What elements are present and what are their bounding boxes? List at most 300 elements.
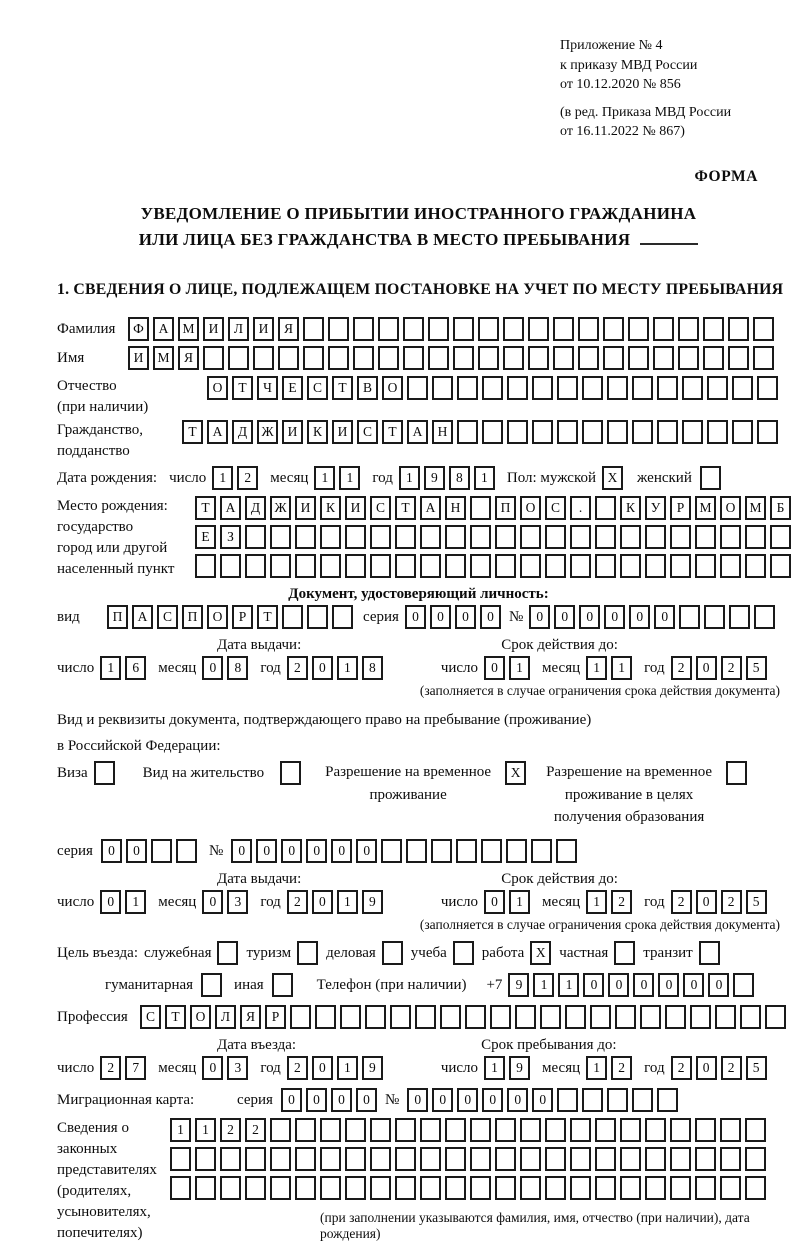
form-cell-empty[interactable] [653,317,674,341]
form-cell-filled[interactable]: М [695,496,716,520]
form-cell-empty[interactable] [253,346,274,370]
form-cell-empty[interactable] [465,1005,486,1029]
form-cell-empty[interactable] [770,554,791,578]
form-cell-filled[interactable]: 0 [306,1088,327,1112]
form-cell-empty[interactable] [657,420,678,444]
form-cell-empty[interactable] [732,376,753,400]
form-cell-empty[interactable] [695,525,716,549]
form-cell-empty[interactable] [495,554,516,578]
form-cell-empty[interactable] [679,605,700,629]
form-cell-filled[interactable]: 0 [281,839,302,863]
form-cell-empty[interactable] [453,317,474,341]
form-cell-filled[interactable]: Д [232,420,253,444]
form-cell-filled[interactable]: 0 [356,839,377,863]
form-cell-filled[interactable]: 0 [532,1088,553,1112]
form-cell-empty[interactable] [565,1005,586,1029]
form-cell-empty[interactable] [615,1005,636,1029]
form-cell-empty[interactable] [620,1147,641,1171]
form-cell-filled[interactable]: А [407,420,428,444]
form-cell-empty[interactable] [403,317,424,341]
form-cell-empty[interactable] [745,1147,766,1171]
form-cell-filled[interactable]: Я [278,317,299,341]
form-cell-filled[interactable]: 1 [509,890,530,914]
form-cell-empty[interactable] [607,420,628,444]
form-cell-empty[interactable] [707,376,728,400]
form-cell-filled[interactable]: 0 [629,605,650,629]
form-cell-empty[interactable] [595,1176,616,1200]
form-cell-empty[interactable] [353,346,374,370]
form-cell-filled[interactable]: П [107,605,128,629]
form-cell-filled[interactable]: 1 [337,1056,358,1080]
form-cell-filled[interactable]: 0 [654,605,675,629]
form-cell-filled[interactable]: 5 [746,656,767,680]
form-cell-filled[interactable]: 0 [579,605,600,629]
form-cell-empty[interactable] [270,1147,291,1171]
form-cell-empty[interactable] [295,1118,316,1142]
form-cell-filled[interactable]: 1 [212,466,233,490]
form-cell-empty[interactable] [703,346,724,370]
form-cell-filled[interactable]: 0 [554,605,575,629]
form-cell-empty[interactable] [620,1118,641,1142]
form-cell-empty[interactable] [290,1005,311,1029]
form-cell-empty[interactable] [520,525,541,549]
form-cell-filled[interactable]: 1 [339,466,360,490]
form-cell-empty[interactable] [457,376,478,400]
form-cell-filled[interactable]: 2 [237,466,258,490]
form-cell-empty[interactable] [457,420,478,444]
form-cell-empty[interactable] [595,525,616,549]
form-cell-empty[interactable] [700,466,721,490]
form-cell-filled[interactable]: 2 [721,1056,742,1080]
form-cell-empty[interactable] [645,554,666,578]
form-cell-empty[interactable] [557,420,578,444]
form-cell-empty[interactable] [495,1176,516,1200]
form-cell-filled[interactable]: 0 [432,1088,453,1112]
form-cell-filled[interactable]: 2 [721,656,742,680]
form-cell-filled[interactable]: 5 [746,890,767,914]
form-cell-filled[interactable]: О [520,496,541,520]
form-cell-empty[interactable] [395,1118,416,1142]
form-cell-filled[interactable]: 9 [424,466,445,490]
form-cell-empty[interactable] [420,1147,441,1171]
form-cell-filled[interactable]: Ж [270,496,291,520]
form-cell-empty[interactable] [703,317,724,341]
form-cell-empty[interactable] [270,1176,291,1200]
form-cell-empty[interactable] [332,605,353,629]
form-cell-empty[interactable] [556,839,577,863]
form-cell-empty[interactable] [378,346,399,370]
form-cell-filled[interactable]: И [332,420,353,444]
form-cell-filled[interactable]: 0 [696,1056,717,1080]
form-cell-empty[interactable] [670,1176,691,1200]
form-cell-empty[interactable] [340,1005,361,1029]
form-cell-filled[interactable]: 9 [508,973,529,997]
form-cell-filled[interactable]: 0 [482,1088,503,1112]
form-cell-empty[interactable] [482,420,503,444]
form-cell-empty[interactable] [532,376,553,400]
form-cell-filled[interactable]: Р [670,496,691,520]
form-cell-filled[interactable]: Т [195,496,216,520]
form-cell-filled[interactable]: М [178,317,199,341]
form-cell-empty[interactable] [245,554,266,578]
form-cell-filled[interactable]: Л [228,317,249,341]
form-cell-filled[interactable]: 0 [101,839,122,863]
form-cell-empty[interactable] [272,973,293,997]
form-cell-filled[interactable]: 2 [671,890,692,914]
form-cell-empty[interactable] [720,525,741,549]
form-cell-empty[interactable] [245,1176,266,1200]
form-cell-filled[interactable]: 0 [430,605,451,629]
form-cell-empty[interactable] [745,525,766,549]
form-cell-filled[interactable]: 2 [245,1118,266,1142]
form-cell-empty[interactable] [728,317,749,341]
form-cell-empty[interactable] [481,839,502,863]
form-cell-filled[interactable]: 0 [231,839,252,863]
form-cell-empty[interactable] [515,1005,536,1029]
form-cell-empty[interactable] [720,1176,741,1200]
form-cell-filled[interactable]: И [203,317,224,341]
form-cell-empty[interactable] [420,1176,441,1200]
form-cell-filled[interactable]: 0 [583,973,604,997]
form-cell-filled[interactable]: И [253,317,274,341]
form-cell-empty[interactable] [765,1005,786,1029]
form-cell-empty[interactable] [503,346,524,370]
form-cell-filled[interactable]: 1 [399,466,420,490]
form-cell-empty[interactable] [170,1147,191,1171]
form-cell-empty[interactable] [440,1005,461,1029]
form-cell-filled[interactable]: 2 [100,1056,121,1080]
form-cell-empty[interactable] [570,1147,591,1171]
form-cell-empty[interactable] [495,1118,516,1142]
form-cell-empty[interactable] [470,525,491,549]
form-cell-filled[interactable]: 8 [362,656,383,680]
form-cell-empty[interactable] [470,1147,491,1171]
form-cell-empty[interactable] [507,420,528,444]
form-cell-empty[interactable] [428,346,449,370]
form-cell-filled[interactable]: С [370,496,391,520]
form-cell-filled[interactable]: 2 [287,656,308,680]
form-cell-empty[interactable] [531,839,552,863]
form-cell-filled[interactable]: К [320,496,341,520]
form-cell-empty[interactable] [753,317,774,341]
form-cell-filled[interactable]: М [153,346,174,370]
form-cell-filled[interactable]: 1 [170,1118,191,1142]
form-cell-empty[interactable] [94,761,115,785]
form-cell-empty[interactable] [407,376,428,400]
form-cell-filled[interactable]: О [382,376,403,400]
form-cell-empty[interactable] [745,1176,766,1200]
form-cell-filled[interactable]: Т [257,605,278,629]
form-cell-empty[interactable] [470,1176,491,1200]
form-cell-empty[interactable] [603,346,624,370]
form-cell-empty[interactable] [370,1118,391,1142]
form-cell-filled[interactable]: 0 [126,839,147,863]
form-cell-filled[interactable]: 1 [195,1118,216,1142]
form-cell-empty[interactable] [632,1088,653,1112]
form-cell-empty[interactable] [745,1118,766,1142]
form-cell-empty[interactable] [520,554,541,578]
form-cell-empty[interactable] [657,1088,678,1112]
form-cell-filled[interactable]: К [620,496,641,520]
form-cell-filled[interactable]: 0 [202,656,223,680]
form-cell-empty[interactable] [704,605,725,629]
form-cell-empty[interactable] [431,839,452,863]
form-cell-filled[interactable]: 0 [507,1088,528,1112]
form-cell-filled[interactable]: 0 [455,605,476,629]
form-cell-empty[interactable] [170,1176,191,1200]
form-cell-filled[interactable]: С [157,605,178,629]
form-cell-filled[interactable]: 1 [100,656,121,680]
form-cell-empty[interactable] [528,317,549,341]
form-cell-empty[interactable] [670,1118,691,1142]
form-cell-empty[interactable] [445,1176,466,1200]
form-cell-filled[interactable]: 0 [683,973,704,997]
form-cell-empty[interactable] [570,1176,591,1200]
form-cell-filled[interactable]: 0 [480,605,501,629]
form-cell-filled[interactable]: 1 [586,656,607,680]
form-cell-filled[interactable]: А [207,420,228,444]
form-cell-empty[interactable] [728,346,749,370]
form-cell-empty[interactable] [490,1005,511,1029]
form-cell-empty[interactable] [320,1176,341,1200]
form-cell-filled[interactable]: 1 [474,466,495,490]
form-cell-empty[interactable] [614,941,635,965]
form-cell-empty[interactable] [445,554,466,578]
form-cell-empty[interactable] [420,525,441,549]
form-cell-filled[interactable]: 1 [611,656,632,680]
form-cell-filled[interactable]: Е [195,525,216,549]
form-cell-filled[interactable]: Б [770,496,791,520]
form-cell-empty[interactable] [720,554,741,578]
form-cell-empty[interactable] [270,525,291,549]
form-cell-filled[interactable]: 8 [449,466,470,490]
form-cell-empty[interactable] [653,346,674,370]
form-cell-filled[interactable]: О [207,376,228,400]
form-cell-empty[interactable] [195,554,216,578]
form-cell-empty[interactable] [151,839,172,863]
form-cell-empty[interactable] [726,761,747,785]
form-cell-filled[interactable]: 0 [331,839,352,863]
form-cell-empty[interactable] [470,496,491,520]
form-cell-empty[interactable] [707,420,728,444]
form-cell-filled[interactable]: 2 [287,1056,308,1080]
form-cell-empty[interactable] [645,1176,666,1200]
form-cell-empty[interactable] [570,525,591,549]
form-cell-filled[interactable]: 1 [337,656,358,680]
form-cell-filled[interactable]: Я [240,1005,261,1029]
form-cell-empty[interactable] [378,317,399,341]
form-cell-filled[interactable]: X [602,466,623,490]
form-cell-empty[interactable] [320,1118,341,1142]
form-cell-filled[interactable]: В [357,376,378,400]
form-cell-empty[interactable] [420,1118,441,1142]
form-cell-filled[interactable]: П [182,605,203,629]
form-cell-empty[interactable] [203,346,224,370]
form-cell-filled[interactable]: 0 [484,890,505,914]
form-cell-empty[interactable] [370,1176,391,1200]
form-cell-filled[interactable]: И [295,496,316,520]
form-cell-empty[interactable] [381,839,402,863]
form-cell-empty[interactable] [353,317,374,341]
form-cell-empty[interactable] [507,376,528,400]
form-cell-filled[interactable]: Ф [128,317,149,341]
form-cell-empty[interactable] [395,1176,416,1200]
form-cell-empty[interactable] [303,346,324,370]
form-cell-filled[interactable]: 2 [671,656,692,680]
form-cell-empty[interactable] [590,1005,611,1029]
form-cell-filled[interactable]: 0 [708,973,729,997]
form-cell-empty[interactable] [453,346,474,370]
form-cell-filled[interactable]: 1 [586,890,607,914]
form-cell-empty[interactable] [528,346,549,370]
form-cell-empty[interactable] [682,376,703,400]
form-cell-empty[interactable] [745,554,766,578]
form-cell-filled[interactable]: 0 [100,890,121,914]
form-cell-empty[interactable] [545,1176,566,1200]
form-cell-filled[interactable]: 2 [671,1056,692,1080]
form-cell-filled[interactable]: 0 [457,1088,478,1112]
form-cell-filled[interactable]: 7 [125,1056,146,1080]
form-cell-empty[interactable] [670,554,691,578]
form-cell-filled[interactable]: Я [178,346,199,370]
form-cell-empty[interactable] [328,317,349,341]
form-cell-filled[interactable]: 2 [611,890,632,914]
form-cell-empty[interactable] [403,346,424,370]
form-cell-empty[interactable] [345,554,366,578]
form-cell-empty[interactable] [699,941,720,965]
form-cell-empty[interactable] [456,839,477,863]
form-cell-empty[interactable] [729,605,750,629]
form-cell-filled[interactable]: Т [395,496,416,520]
form-cell-filled[interactable]: О [190,1005,211,1029]
form-cell-filled[interactable]: 0 [312,656,333,680]
form-cell-empty[interactable] [695,1176,716,1200]
form-cell-empty[interactable] [282,605,303,629]
form-cell-empty[interactable] [382,941,403,965]
form-cell-filled[interactable]: 0 [405,605,426,629]
form-cell-empty[interactable] [678,317,699,341]
form-cell-filled[interactable]: О [207,605,228,629]
form-cell-filled[interactable]: 0 [484,656,505,680]
form-cell-empty[interactable] [432,376,453,400]
form-cell-filled[interactable]: 0 [202,1056,223,1080]
form-cell-filled[interactable]: 2 [287,890,308,914]
form-cell-filled[interactable]: С [545,496,566,520]
form-cell-empty[interactable] [578,346,599,370]
form-cell-empty[interactable] [395,1147,416,1171]
form-cell-filled[interactable]: А [420,496,441,520]
form-cell-empty[interactable] [365,1005,386,1029]
form-cell-empty[interactable] [557,376,578,400]
form-cell-empty[interactable] [520,1118,541,1142]
form-cell-filled[interactable]: X [505,761,526,785]
form-cell-empty[interactable] [415,1005,436,1029]
form-cell-empty[interactable] [345,525,366,549]
form-cell-filled[interactable]: 2 [721,890,742,914]
form-cell-empty[interactable] [220,1176,241,1200]
form-cell-filled[interactable]: 0 [633,973,654,997]
form-cell-empty[interactable] [553,317,574,341]
form-cell-empty[interactable] [595,554,616,578]
form-cell-empty[interactable] [678,346,699,370]
form-cell-empty[interactable] [753,346,774,370]
form-cell-empty[interactable] [770,525,791,549]
form-cell-empty[interactable] [445,525,466,549]
form-cell-empty[interactable] [532,420,553,444]
form-cell-empty[interactable] [682,420,703,444]
form-cell-filled[interactable]: 9 [509,1056,530,1080]
form-cell-filled[interactable]: Н [445,496,466,520]
form-cell-filled[interactable]: Р [265,1005,286,1029]
form-cell-filled[interactable]: З [220,525,241,549]
form-cell-empty[interactable] [603,317,624,341]
form-cell-empty[interactable] [228,346,249,370]
form-cell-empty[interactable] [220,1147,241,1171]
form-cell-filled[interactable]: Т [332,376,353,400]
form-cell-empty[interactable] [595,496,616,520]
form-cell-filled[interactable]: А [153,317,174,341]
form-cell-empty[interactable] [345,1176,366,1200]
form-cell-empty[interactable] [245,1147,266,1171]
form-cell-filled[interactable]: 0 [202,890,223,914]
form-cell-empty[interactable] [733,973,754,997]
form-cell-empty[interactable] [645,1118,666,1142]
form-cell-filled[interactable]: А [220,496,241,520]
form-cell-filled[interactable]: У [645,496,666,520]
form-cell-filled[interactable]: 5 [746,1056,767,1080]
form-cell-empty[interactable] [582,376,603,400]
form-cell-empty[interactable] [670,1147,691,1171]
form-cell-empty[interactable] [545,554,566,578]
form-cell-empty[interactable] [670,525,691,549]
form-cell-filled[interactable]: X [530,941,551,965]
form-cell-empty[interactable] [520,1147,541,1171]
form-cell-filled[interactable]: Ж [257,420,278,444]
form-cell-filled[interactable]: И [282,420,303,444]
form-cell-empty[interactable] [320,1147,341,1171]
form-cell-filled[interactable]: 0 [608,973,629,997]
form-cell-empty[interactable] [195,1147,216,1171]
form-cell-empty[interactable] [632,420,653,444]
form-cell-empty[interactable] [495,525,516,549]
form-cell-empty[interactable] [295,1147,316,1171]
form-cell-filled[interactable]: Т [382,420,403,444]
form-cell-empty[interactable] [628,317,649,341]
form-cell-empty[interactable] [303,317,324,341]
form-cell-empty[interactable] [278,346,299,370]
form-cell-empty[interactable] [657,376,678,400]
form-cell-empty[interactable] [732,420,753,444]
form-cell-empty[interactable] [595,1118,616,1142]
form-cell-empty[interactable] [545,1118,566,1142]
form-cell-filled[interactable]: 1 [125,890,146,914]
form-cell-empty[interactable] [420,554,441,578]
form-cell-filled[interactable]: 0 [696,656,717,680]
form-cell-empty[interactable] [506,839,527,863]
form-cell-filled[interactable]: 0 [696,890,717,914]
form-cell-empty[interactable] [320,525,341,549]
form-cell-empty[interactable] [307,605,328,629]
form-cell-empty[interactable] [557,1088,578,1112]
form-cell-filled[interactable]: 0 [312,1056,333,1080]
form-cell-filled[interactable]: 0 [356,1088,377,1112]
form-cell-empty[interactable] [740,1005,761,1029]
form-cell-empty[interactable] [715,1005,736,1029]
form-cell-filled[interactable]: С [307,376,328,400]
form-cell-empty[interactable] [595,1147,616,1171]
form-cell-empty[interactable] [345,1147,366,1171]
form-cell-empty[interactable] [495,1147,516,1171]
